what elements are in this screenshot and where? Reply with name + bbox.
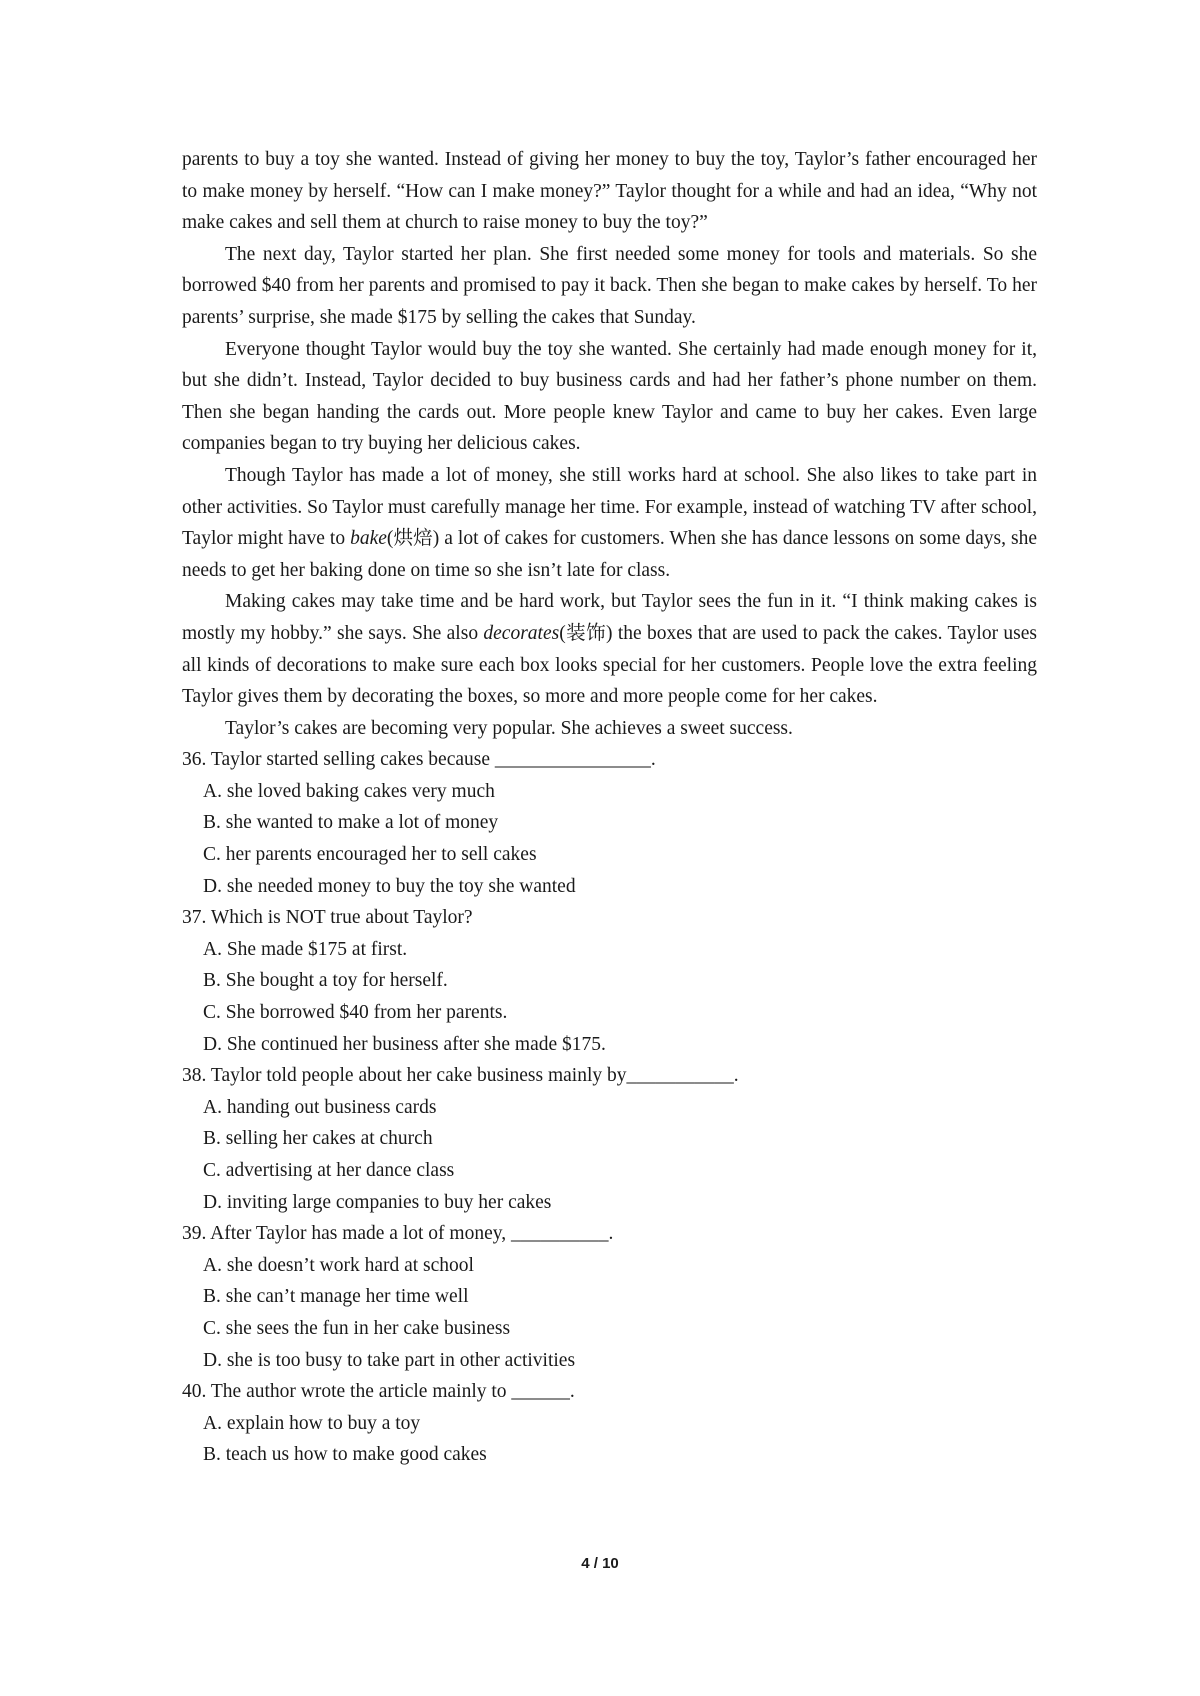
page-number: 4 / 10	[581, 1555, 619, 1572]
paragraph-5-text-start: Making cakes may take time and be hard work, but Taylor sees the fun in it. “I think making cakes is mostly my hobby.” she says. She also	[182, 591, 1037, 644]
question-39	[182, 1218, 1037, 1376]
paragraph-5-italic-word: decorates	[483, 622, 560, 644]
option-c: C. She borrowed $40 from her parents.	[203, 1002, 508, 1024]
option-d: D. inviting large companies to buy her cakes	[203, 1191, 552, 1213]
passage-paragraph-5	[182, 586, 1037, 712]
paragraph-4-text-start: Though Taylor has made a lot of money, she still works hard at school. She also likes to take part in other activities. So Taylor must carefully manage her time. For example, instead of watching TV after school, Taylor might have to	[182, 464, 1037, 550]
option-c: C. her parents encouraged her to sell cakes	[203, 844, 537, 866]
paragraph-4-text-end: (烘焙) a lot of cakes for customers. When she has dance lessons on some days, she needs to get her baking done on time so she isn’t late for class.	[182, 528, 1037, 581]
option-a: A. explain how to buy a toy	[203, 1412, 421, 1434]
paragraph-4-italic-word: bake	[350, 528, 387, 550]
option-b: B. selling her cakes at church	[203, 1128, 433, 1150]
question-stem: 40. The author wrote the article mainly to ______.	[182, 1381, 575, 1403]
passage-paragraph-2: The next day, Taylor started her plan. She first needed some money for tools and materials. So she borrowed $40 from her parents and promised to pay it back. Then she began to make cakes by herself. To her parents’ surprise, she made $175 by selling the cakes that Sunday.	[182, 243, 1037, 328]
option-d: D. she needed money to buy the toy she wanted	[203, 875, 576, 897]
option-b: B. She bought a toy for herself.	[203, 970, 448, 992]
document-page	[182, 144, 1037, 1471]
passage-paragraph-4	[182, 460, 1037, 586]
question-stem: 37. Which is NOT true about Taylor?	[182, 907, 473, 929]
option-a: A. She made $175 at first.	[203, 938, 408, 960]
option-b: B. she can’t manage her time well	[203, 1286, 469, 1308]
option-b: B. teach us how to make good cakes	[203, 1444, 487, 1466]
question-40	[182, 1376, 1037, 1471]
option-a: A. she loved baking cakes very much	[203, 780, 495, 802]
option-c: C. advertising at her dance class	[203, 1160, 455, 1181]
paragraph-5-text-end: (装饰) the boxes that are used to pack the cakes. Taylor uses all kinds of decorations to make sure each box looks special for her customers. People love the extra feeling Taylor gives them by decorating the boxes, so more and more people come for her cakes.	[182, 622, 1037, 708]
question-stem: 39. After Taylor has made a lot of money, __________.	[182, 1223, 614, 1245]
option-b: B. she wanted to make a lot of money	[203, 812, 499, 834]
question-36	[182, 744, 1037, 902]
passage-paragraph-3: Everyone thought Taylor would buy the toy she wanted. She certainly had made enough money for it, but she didn’t. Instead, Taylor decided to buy business cards and had her father’s phone number on them. Then she began handing the cards out. More people knew Taylor and came to buy her cakes. Even large companies began to try buying her delicious cakes.	[182, 338, 1037, 455]
option-c: C. she sees the fun in her cake business	[203, 1317, 511, 1339]
question-stem: 38. Taylor told people about her cake business mainly by___________.	[182, 1065, 739, 1087]
option-d: D. She continued her business after she made $175.	[203, 1033, 606, 1055]
passage-paragraph-6: Taylor’s cakes are becoming very popular. She achieves a sweet success.	[225, 717, 793, 739]
option-a: A. handing out business cards	[203, 1096, 437, 1118]
question-stem: 36. Taylor started selling cakes because ________________.	[182, 749, 656, 771]
passage-paragraph-1: parents to buy a toy she wanted. Instead of giving her money to buy the toy, Taylor’s father encouraged her to make money by herself. “How can I make money?” Taylor thought for a while and had an idea, “Why not make cakes and sell them at church to raise money to buy the toy?”	[182, 149, 1037, 234]
question-37	[182, 902, 1037, 1060]
option-d: D. she is too busy to take part in other activities	[203, 1349, 576, 1371]
option-a: A. she doesn’t work hard at school	[203, 1254, 474, 1276]
question-38	[182, 1060, 1037, 1218]
